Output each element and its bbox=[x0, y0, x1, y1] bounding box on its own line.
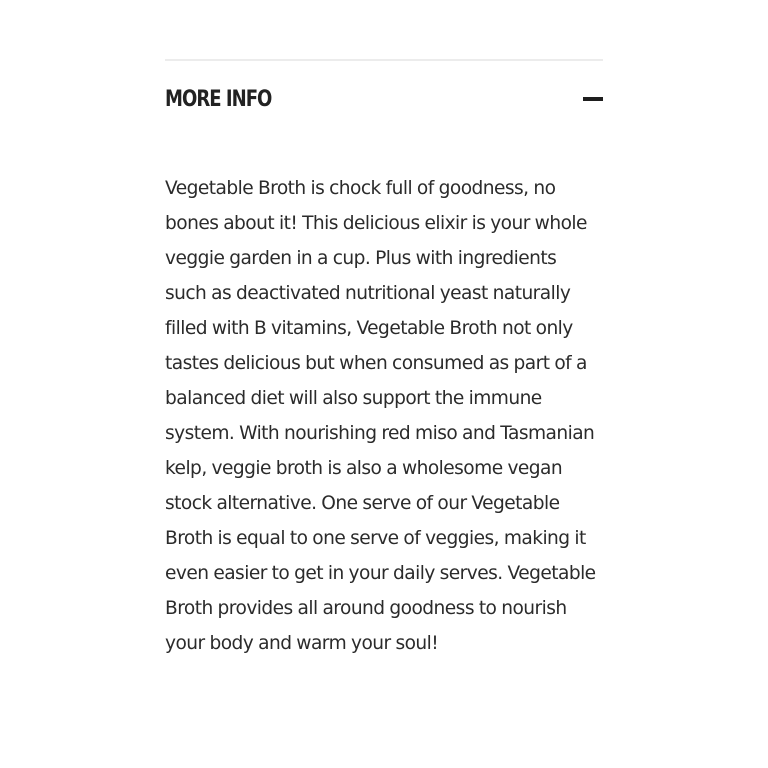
description-line: Broth is equal to one serve of veggies, making it bbox=[165, 528, 586, 549]
description-line: such as deactivated nutritional yeast naturally bbox=[165, 283, 571, 304]
description-line: tastes delicious but when consumed as part of a bbox=[165, 353, 587, 374]
description-line: system. With nourishing red miso and Tasmanian bbox=[165, 423, 595, 444]
description-line: bones about it! This delicious elixir is your whole bbox=[165, 213, 587, 234]
description-line: Vegetable Broth is chock full of goodness, no bbox=[165, 178, 556, 199]
more-info-accordion bbox=[165, 59, 603, 661]
description-line: balanced diet will also support the immune bbox=[165, 388, 542, 409]
more-info-toggle[interactable] bbox=[165, 61, 603, 137]
description-line: your body and warm your soul! bbox=[165, 633, 439, 654]
description-line: even easier to get in your daily serves. Vegetable bbox=[165, 563, 596, 584]
minus-icon[interactable] bbox=[583, 97, 603, 101]
description-text bbox=[165, 171, 610, 661]
description-line: Broth provides all around goodness to nourish bbox=[165, 598, 567, 619]
description-line: filled with B vitamins, Vegetable Broth not only bbox=[165, 318, 573, 339]
description-line: veggie garden in a cup. Plus with ingredients bbox=[165, 248, 557, 269]
section-title: MORE INFO bbox=[165, 86, 272, 112]
description-line: stock alternative. One serve of our Vegetable bbox=[165, 493, 560, 514]
description-line: kelp, veggie broth is also a wholesome vegan bbox=[165, 458, 563, 479]
